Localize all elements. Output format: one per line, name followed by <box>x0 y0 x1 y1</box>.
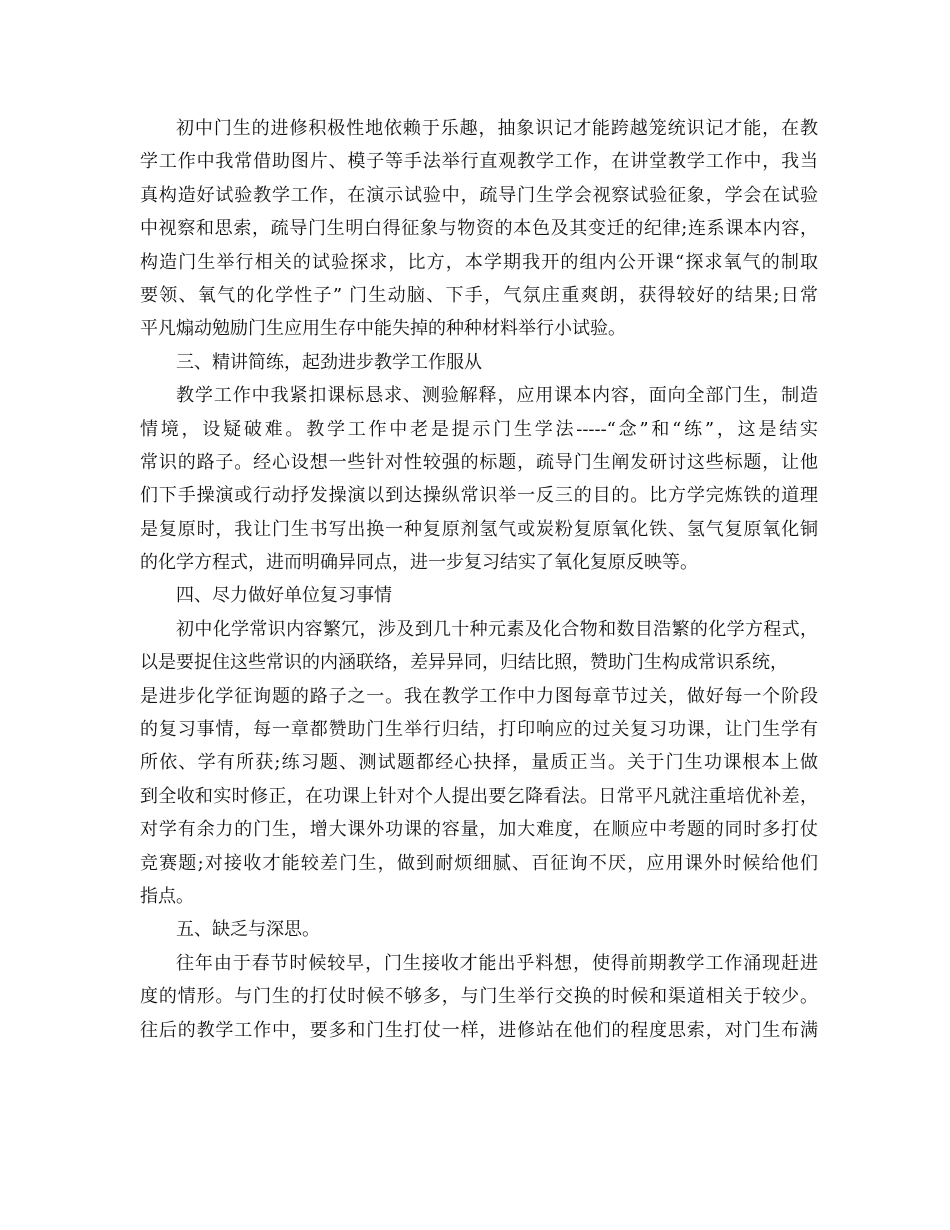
paragraph-line: 是复原时，我让门生书写出换一种复原剂氢气或炭粉复原氧化铁、氢气复原氧化铜 <box>140 518 818 540</box>
paragraph-line: 的复习事情，每一章都赞助门生举行归结，打印响应的过关复习功课，让门生学有 <box>140 719 818 741</box>
paragraph-line: 常识的路子。经心设想一些针对性较强的标题，疏导门生阐发研讨这些标题，让他 <box>140 451 818 473</box>
paragraph-line: 度的情形。与门生的打仗时候不够多，与门生举行交换的时候和渠道相关于较少。 <box>140 986 818 1008</box>
paragraph-last-line: 以是要捉住这些常识的内涵联络，差异异同，归结比照，赞助门生构成常识系统， <box>140 652 788 674</box>
paragraph-line: 真构造好试验教学工作，在演示试验中，疏导门生学会视察试验征象，学会在试验 <box>140 184 818 206</box>
paragraph-line: 构造门生举行相关的试验探求，比方，本学期我开的组内公开课“探求氧气的制取 <box>140 251 818 273</box>
paragraph-line: 所依、学有所获;练习题、测试题都经心抉择，量质正当。关于门生功课根本上做 <box>140 752 818 774</box>
paragraph-first-line: 教学工作中我紧扣课标恳求、测验解释，应用课本内容，面向全部门生，制造 <box>176 385 818 407</box>
paragraph-line: 到全收和实时修正，在功课上针对个人提出要乞降看法。日常平凡就注重培优补差， <box>140 785 818 807</box>
paragraph-line: 竞赛题;对接收才能较差门生，做到耐烦细腻、百征询不厌，应用课外时候给他们 <box>140 852 818 874</box>
paragraph-line: 学工作中我常借助图片、模子等手法举行直观教学工作，在讲堂教学工作中，我当 <box>140 151 818 173</box>
paragraph-line: 情境，设疑破难。教学工作中老是提示门生学法-----“念”和“练”，这是结实 <box>140 418 818 440</box>
paragraph-first-line: 往年由于春节时候较早，门生接收才能出乎料想，使得前期教学工作涌现赶进 <box>176 952 818 974</box>
paragraph-line: 要领、氧气的化学性子” 门生动脑、下手，气氛庄重爽朗，获得较好的结果;日常 <box>140 284 818 306</box>
section-heading: 五、缺乏与深思。 <box>176 919 320 941</box>
paragraph-line: 对学有余力的门生，增大课外功课的容量，加大难度，在顺应中考题的同时多打仗 <box>140 819 818 841</box>
document-body <box>140 112 818 1047</box>
paragraph-last-line: 平凡煽动勉励门生应用生存中能失掉的种种材料举行小试验。 <box>140 318 626 340</box>
paragraph-line: 往后的教学工作中，要多和门生打仗一样，进修站在他们的程度思索，对门生布满 <box>140 1019 818 1041</box>
paragraph-line: 们下手操演或行动抒发操演以到达操纵常识举一反三的目的。比方学完炼铁的道理 <box>140 485 818 507</box>
paragraph-line: 中视察和思索，疏导门生明白得征象与物资的本色及其变迁的纪律;连系课本内容， <box>140 218 818 240</box>
paragraph-last-line: 的化学方程式，进而明确异同点，进一步复习结实了氧化复原反映等。 <box>140 552 698 574</box>
section-heading: 四、尽力做好单位复习事情 <box>176 585 392 607</box>
section-heading: 三、精讲简练，起劲进步教学工作服从 <box>176 351 482 373</box>
paragraph-line: 是进步化学征询题的路子之一。我在教学工作中力图每章节过关，做好每一个阶段 <box>140 685 818 707</box>
paragraph-first-line: 初中门生的进修积极性地依赖于乐趣，抽象识记才能跨越笼统识记才能，在教 <box>176 118 818 139</box>
paragraph-last-line: 指点。 <box>140 885 194 907</box>
paragraph-first-line: 初中化学常识内容繁冗，涉及到几十种元素及化合物和数目浩繁的化学方程式， <box>176 618 818 640</box>
